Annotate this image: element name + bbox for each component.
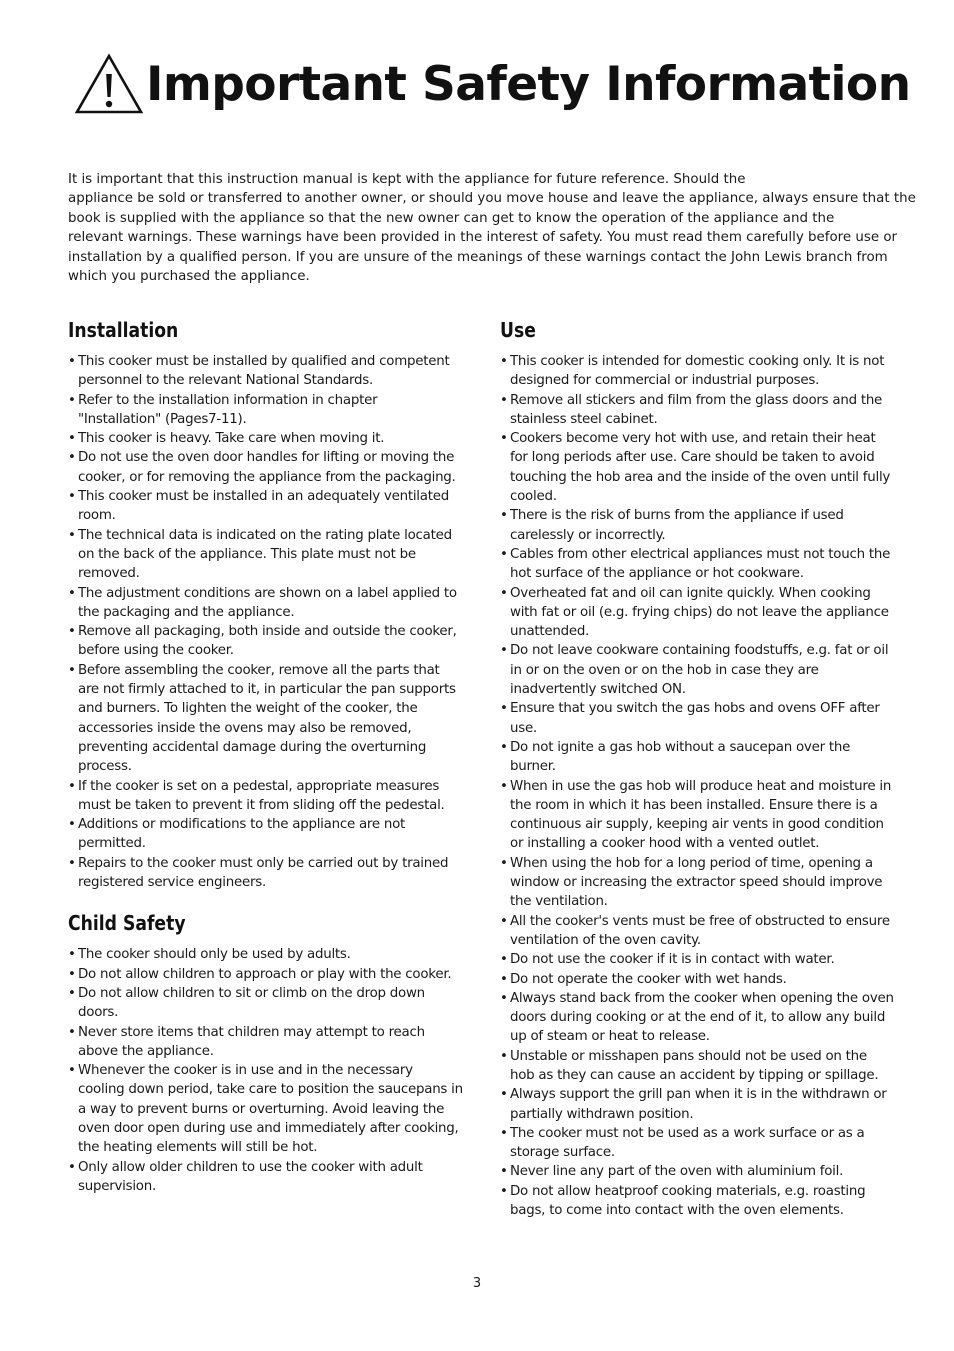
use-heading: Use [500, 318, 536, 342]
title-row [74, 52, 910, 116]
list-item: • There is the risk of burns from the appliance if used carelessly or incorrectly. [500, 506, 895, 545]
use-list [500, 352, 895, 1220]
intro-line: book is supplied with the appliance so that the new owner can get to know the operation of the appliance and the [68, 210, 835, 226]
intro-line: installation by a qualified person. If you are unsure of the meanings of these warnings contact the John Lewis branch from [68, 249, 888, 265]
list-item: • Cookers become very hot with use, and retain their heat for long periods after use. Care should be taken to avoid touching the hob area and the inside of the oven until fully cooled. [500, 429, 895, 506]
intro-line: It is important that this instruction manual is kept with the appliance for future reference. Should the [68, 172, 746, 187]
intro-line: appliance be sold or transferred to another owner, or should you move house and leave the appliance, always ensure that the [68, 191, 916, 207]
list-item: • Cables from other electrical appliances must not touch the hot surface of the appliance or hot cookware. [500, 545, 895, 584]
list-item: • Overheated fat and oil can ignite quickly. When cooking with fat or oil (e.g. frying chips) do not leave the appliance unattended. [500, 584, 895, 642]
list-item: • Ensure that you switch the gas hobs and ovens OFF after use. [500, 699, 895, 738]
list-item: • Do not leave cookware containing foodstuffs, e.g. fat or oil in or on the oven or on the hob in case they are inadvertently switched ON. [500, 641, 895, 699]
list-item: • Do not use the cooker if it is in contact with water. [500, 950, 895, 969]
list-item: • Unstable or misshapen pans should not be used on the hob as they can cause an accident by tipping or spillage. [500, 1047, 895, 1086]
list-item: • When in use the gas hob will produce heat and moisture in the room in which it has been installed. Ensure there is a continuous air supply, keeping air vents in good condition or installing a cooker hood with a vented outlet. [500, 777, 895, 854]
list-item: • This cooker must be installed by qualified and competent personnel to the relevant National Standards. [68, 352, 463, 391]
list-item: • All the cooker's vents must be free of obstructed to ensure ventilation of the oven cavity. [500, 912, 895, 951]
intro-paragraph [68, 170, 916, 286]
list-item: • The technical data is indicated on the rating plate located on the back of the appliance. This plate must not be removed. [68, 526, 463, 584]
list-item: • Do not allow children to approach or play with the cooker. [68, 965, 463, 984]
list-item: • Remove all packaging, both inside and outside the cooker, before using the cooker. [68, 622, 463, 661]
left-column [68, 316, 463, 1196]
intro-line: which you purchased the appliance. [68, 269, 310, 285]
list-item: • Remove all stickers and film from the glass doors and the stainless steel cabinet. [500, 391, 895, 430]
list-item: • When using the hob for a long period of time, opening a window or increasing the extractor speed should improve the ventilation. [500, 854, 895, 912]
right-column [500, 316, 895, 1220]
page-title: Important Safety Information [146, 56, 911, 112]
list-item: • This cooker is intended for domestic cooking only. It is not designed for commercial or industrial purposes. [500, 352, 895, 391]
list-item: • Do not use the oven door handles for lifting or moving the cooker, or for removing the appliance from the packaging. [68, 448, 463, 487]
list-item: • Only allow older children to use the cooker with adult supervision. [68, 1158, 463, 1197]
intro-line: relevant warnings. These warnings have been provided in the interest of safety. You must read them carefully before use or [68, 230, 898, 246]
child-safety-list [68, 945, 463, 1196]
list-item: • Always stand back from the cooker when opening the oven doors during cooking or at the end of it, to allow any build up of steam or heat to release. [500, 989, 895, 1047]
list-item: • Always support the grill pan when it is in the withdrawn or partially withdrawn position. [500, 1085, 895, 1124]
list-item: • This cooker is heavy. Take care when moving it. [68, 429, 463, 448]
list-item: • Do not allow children to sit or climb on the drop down doors. [68, 984, 463, 1023]
list-item: • Never line any part of the oven with aluminium foil. [500, 1162, 895, 1181]
list-item: • The cooker should only be used by adults. [68, 945, 463, 964]
list-item: • Never store items that children may attempt to reach above the appliance. [68, 1023, 463, 1062]
list-item: • Do not allow heatproof cooking materials, e.g. roasting bags, to come into contact with the oven elements. [500, 1182, 895, 1221]
list-item: • Do not operate the cooker with wet hands. [500, 970, 895, 989]
installation-heading: Installation [68, 318, 179, 342]
list-item: • Additions or modifications to the appliance are not permitted. [68, 815, 463, 854]
list-item: • Before assembling the cooker, remove all the parts that are not firmly attached to it, in particular the pan supports and burners. To lighten the weight of the cooker, the accessories inside the ovens may also be removed, preventing accidental damage during the overturning process. [68, 661, 463, 777]
list-item: • Repairs to the cooker must only be carried out by trained registered service engineers. [68, 854, 463, 893]
list-item: • This cooker must be installed in an adequately ventilated room. [68, 487, 463, 526]
list-item: • Do not ignite a gas hob without a saucepan over the burner. [500, 738, 895, 777]
child-safety-heading: Child Safety [68, 911, 186, 936]
page-number: 3 [472, 1276, 482, 1291]
installation-list [68, 352, 463, 892]
list-item: • Whenever the cooker is in use and in the necessary cooling down period, take care to position the saucepans in a way to prevent burns or overturning. Avoid leaving the oven door open during use and immediately after cooking, the heating elements will still be hot. [68, 1061, 463, 1157]
list-item: • The adjustment conditions are shown on a label applied to the packaging and the appliance. [68, 584, 463, 623]
list-item: • Refer to the installation information in chapter "Installation" (Pages7-11). [68, 391, 463, 430]
list-item: • The cooker must not be used as a work surface or as a storage surface. [500, 1124, 895, 1163]
warning-triangle-icon [74, 52, 144, 116]
list-item: • If the cooker is set on a pedestal, appropriate measures must be taken to prevent it from sliding off the pedestal. [68, 777, 463, 816]
